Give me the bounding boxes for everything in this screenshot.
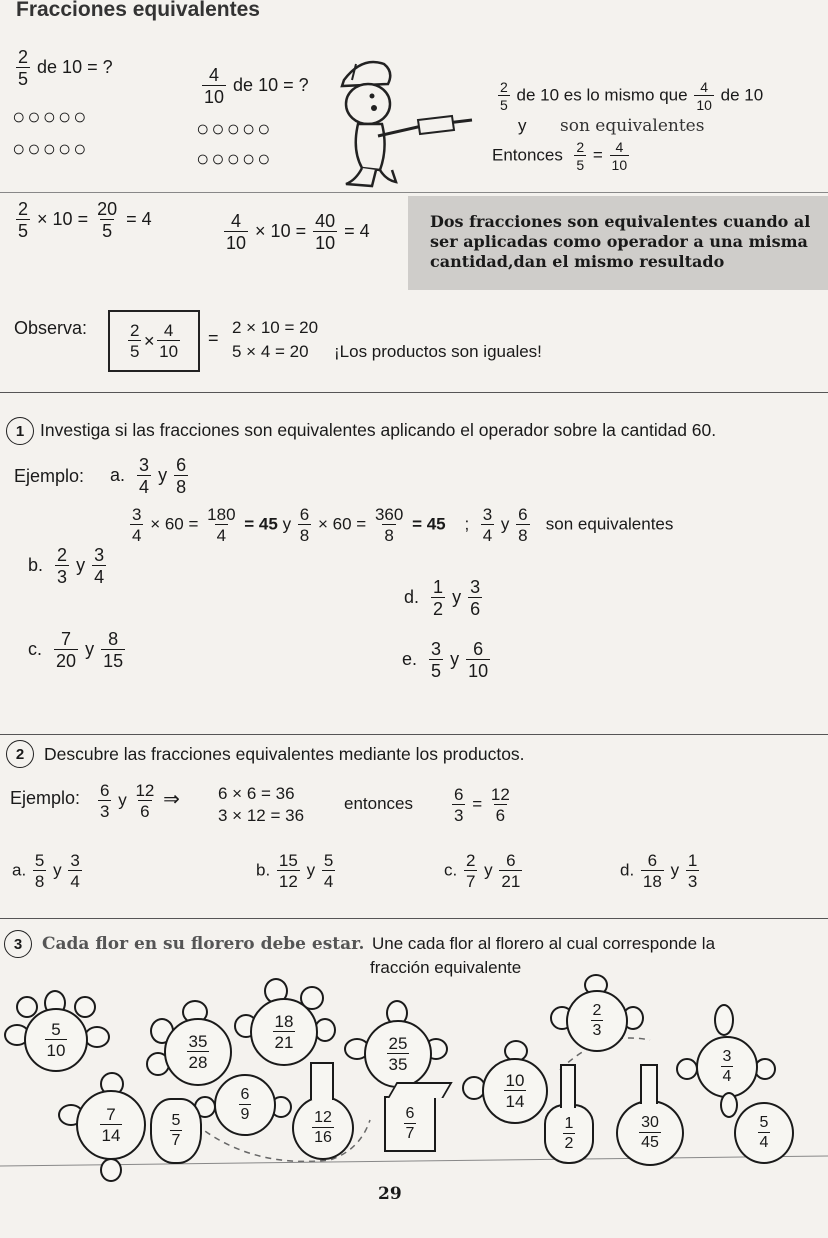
divider xyxy=(0,734,828,735)
section2-item-d: d. $\frac{6}{18}$ y $\frac{1}{3}$ xyxy=(620,851,698,891)
flower-six-ninths[interactable]: 6 9 xyxy=(208,1068,282,1142)
vase-six-sevenths[interactable]: 6 7 xyxy=(384,1096,436,1152)
vase-five-sevenths[interactable]: 5 7 xyxy=(150,1098,202,1164)
observa-label: Observa: xyxy=(14,318,88,338)
circle-group-row: ○○○○○ xyxy=(196,116,273,141)
statement-equivalence: $\frac{2}{5}$ de 10 es lo mismo que $\frac{4}{10}$ de 10 xyxy=(500,79,764,113)
vase-twelve-sixteenths[interactable]: 12 16 xyxy=(292,1096,354,1160)
section1-item-b: b. $\frac{2}{3}$ y $\frac{3}{4}$ xyxy=(28,545,105,587)
statement-entonces: Entonces $\frac{2}{5}$ = $\frac{4}{10}$ xyxy=(492,139,628,173)
section1-item-d: d. $\frac{1}{2}$ y $\frac{3}{6}$ xyxy=(404,577,481,619)
section2-example-label: Ejemplo: xyxy=(10,788,81,808)
flower-eighteen-twentyoneths[interactable]: 18 21 xyxy=(244,992,324,1072)
section1-example-a: a. $\frac{3}{4}$ y $\frac{6}{8}$ xyxy=(110,455,187,497)
observa-product-1: 2 × 10 = 20 xyxy=(232,318,319,337)
section1-instruction: Investiga si las fracciones son equivalentes aplicando el operador sobre la cantidad 60. xyxy=(40,420,717,440)
flower-ten-fourteenths[interactable]: 10 14 xyxy=(476,1052,556,1132)
observa-note: ¡Los productos son iguales! xyxy=(334,342,542,361)
section1-item-e: e. $\frac{3}{5}$ y $\frac{6}{10}$ xyxy=(402,639,489,681)
vase-neck xyxy=(560,1064,576,1108)
section2-example-cross: $\frac{6}{3}$ y $\frac{12}{6}$ ⇒ xyxy=(100,781,180,821)
circle-group-row: ○○○○○ xyxy=(12,104,89,129)
section1-item-c: c. $\frac{7}{20}$ y $\frac{8}{15}$ xyxy=(28,629,124,671)
flower-three-fourths[interactable]: 3 4 xyxy=(690,1030,764,1104)
petal-decoration xyxy=(720,1092,738,1118)
statement-equivalentes: son equivalentes xyxy=(560,116,705,136)
section1-example-work: $\frac{3}{4}$ × 60 = $\frac{180}{4}$ = 45 y $\frac{6}{8}$ × 60 = $\frac{360}{8}$ = 45 ; $\frac{3}{4}$ y $\frac{6}{8}$ son equivalentes xyxy=(132,505,674,545)
section2-example-result: $\frac{6}{3}$ = $\frac{12}{6}$ xyxy=(454,785,510,825)
calc-two-fifths: $\frac{2}{5}$ × 10 = $\frac{20}{5}$ = 4 xyxy=(18,199,152,241)
question-four-tenths: $\frac{4}{10}$ de 10 = ? xyxy=(204,65,309,107)
box-top xyxy=(387,1082,452,1098)
definition-box: Dos fracciones son equivalentes cuando al ser aplicadas como operador a una misma cantidad,dan el mismo resultado xyxy=(408,196,828,290)
section3-instruction-3: fracción equivalente xyxy=(370,958,522,977)
flower-twentyfive-thirtyfifths[interactable]: 25 35 xyxy=(356,1012,440,1096)
vase-neck xyxy=(310,1062,334,1100)
circle-group-row: ○○○○○ xyxy=(196,146,273,171)
divider xyxy=(0,918,828,919)
statement-y: y xyxy=(518,116,527,135)
divider xyxy=(0,392,828,393)
flower-two-thirds[interactable]: 2 3 xyxy=(560,984,636,1060)
section-number-3: 3 xyxy=(4,930,32,958)
observa-cross-box: 2 5 ✕ 4 10 xyxy=(108,310,200,372)
observa-product-2: 5 × 4 = 20 xyxy=(232,342,309,361)
section2-product-2: 3 × 12 = 36 xyxy=(218,806,305,825)
section2-item-a: a. $\frac{5}{8}$ y $\frac{3}{4}$ xyxy=(12,851,80,891)
flower-five-tenths[interactable]: 5 10 xyxy=(14,996,100,1082)
vase-neck xyxy=(640,1064,658,1104)
section1-example-label: Ejemplo: xyxy=(14,466,85,486)
question-two-fifths: $\frac{2}{5}$ de 10 = ? xyxy=(18,47,113,89)
vase-one-half[interactable]: 1 2 xyxy=(544,1104,594,1164)
section2-product-1: 6 × 6 = 36 xyxy=(218,784,295,803)
section3-instruction-2: Une cada flor al florero al cual corresponde la xyxy=(372,934,716,953)
section2-item-b: b. $\frac{15}{12}$ y $\frac{5}{4}$ xyxy=(256,851,334,891)
calc-four-tenths: $\frac{4}{10}$ × 10 = $\frac{40}{10}$ = 4 xyxy=(226,211,370,253)
circle-group-row: ○○○○○ xyxy=(12,136,89,161)
section2-instruction: Descubre las fracciones equivalentes mediante los productos. xyxy=(44,744,525,764)
vase-five-fourths[interactable]: 5 4 xyxy=(734,1102,794,1164)
flower-seven-fourteenths[interactable]: 7 14 xyxy=(70,1084,154,1168)
arrow-right-icon: ⇒ xyxy=(163,788,180,811)
section3-instruction-1: Cada flor en su florero debe estar. xyxy=(42,934,365,954)
page-number: 29 xyxy=(378,1184,402,1204)
cross-mark-icon: ✕ xyxy=(143,332,156,349)
section2-item-c: c. $\frac{2}{7}$ y $\frac{6}{21}$ xyxy=(444,851,521,891)
section-number-2: 2 xyxy=(6,740,34,768)
observa-equals: = xyxy=(208,328,219,348)
section-number-1: 1 xyxy=(6,417,34,445)
divider xyxy=(0,192,828,193)
section2-entonces: entonces xyxy=(344,794,413,813)
vase-thirty-fortyfifths[interactable]: 30 45 xyxy=(616,1100,684,1166)
page-title: Fracciones equivalentes xyxy=(16,0,260,21)
flower-thirtyfive-twentyeighths[interactable]: 35 28 xyxy=(156,1008,246,1098)
worker-illustration-icon xyxy=(322,50,492,190)
